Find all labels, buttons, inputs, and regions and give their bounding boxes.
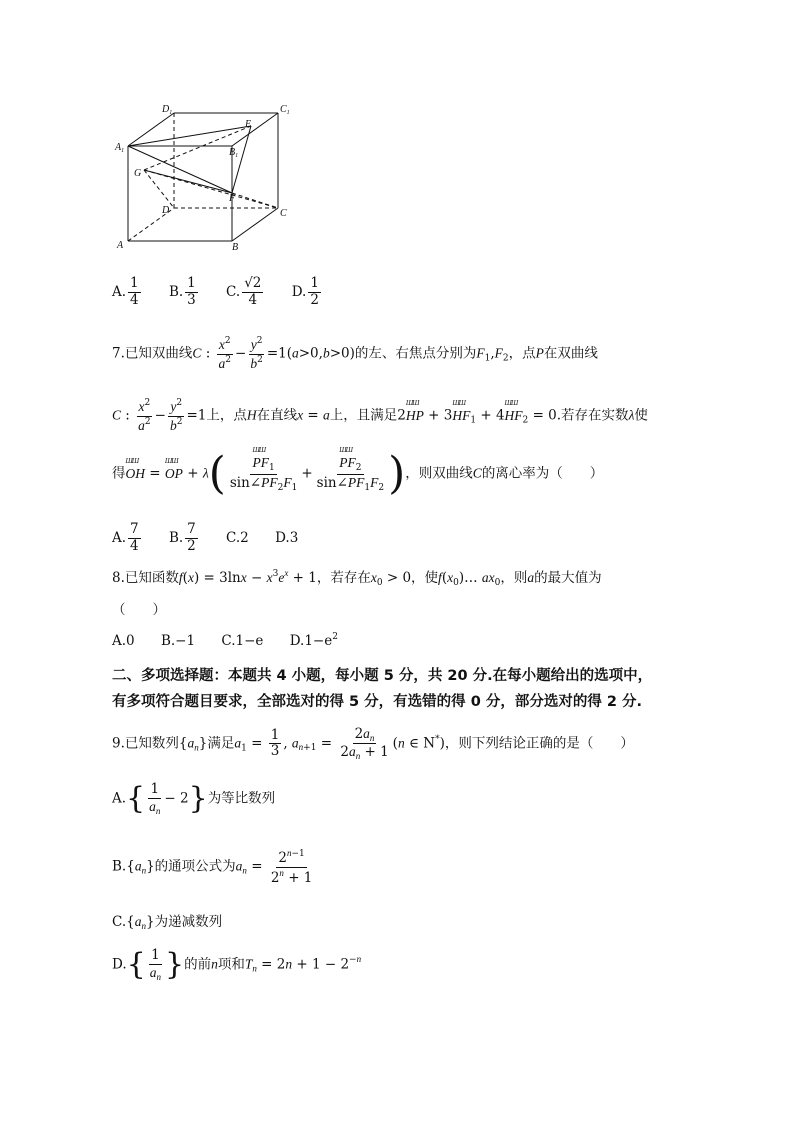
label-c1: $C_1$ bbox=[280, 104, 290, 116]
edge-b1-c1 bbox=[232, 113, 278, 146]
q9-option-d: D.{ $\frac{1}{a_n}$ }的前n项和$T_n = 2n + 1 - 2^{-n}$ bbox=[112, 946, 362, 982]
q7-line2: C : $\frac{x^2}{a^2}$ − $\frac{y^2}{b^2}$ =1上，点H在直线x = a上，且满足2ШШ HP + 3ШШ $HF_1 + 4ШШ$ $HF_2 = 0$.若存在实数λ使 bbox=[112, 398, 648, 434]
label-c: C bbox=[280, 208, 287, 219]
q8-line1: 8.已知函数$f(x) = 3\ln x - x^3e^x + 1$，若存在$x_0 > 0$，使$f(x_0)\dots$ $ax_0$，则a的最大值为 bbox=[112, 568, 602, 588]
q6-option-c: C. $\frac{√2}{4}$ bbox=[226, 275, 262, 308]
edge-b-c bbox=[232, 208, 278, 241]
line-g-d bbox=[144, 170, 174, 208]
q6-option-b: B. $\frac{1}{3}$ bbox=[168, 275, 196, 308]
section2-heading-line2: 有多项符合题目要求，全部选对的得 5 分，有选错的得 0 分，部分选对的得 2 分. bbox=[112, 694, 643, 710]
edge-a1-d1 bbox=[128, 113, 174, 146]
label-g: G bbox=[134, 168, 142, 179]
label-e: E bbox=[245, 119, 252, 130]
q6-options bbox=[112, 276, 345, 308]
cube-figure bbox=[112, 100, 302, 260]
q6-option-a: A. $\frac{1}{4}$ bbox=[112, 275, 139, 308]
q7-options: A. $\frac{7}{4}$ B. $\frac{7}{2}$ C.2 D.3 bbox=[112, 521, 299, 554]
label-d1: $D_1$ bbox=[162, 104, 173, 116]
line-f-c bbox=[232, 193, 278, 208]
q8-options: A.0 B.−1 C.1−e $D.1-e^2$ bbox=[112, 632, 338, 649]
q9-option-b: $B.\{a_n\}$的通项公式为$a_n$ = $\frac{2^{n-1}}{2^n + 1}$ bbox=[112, 848, 313, 886]
line-a1-e bbox=[128, 126, 251, 146]
label-f: F bbox=[229, 193, 236, 204]
q9-option-a: A.{ $\frac{1}{a_n}$ − 2}为等比数列 bbox=[112, 780, 276, 816]
label-b1: $B_1$ bbox=[229, 147, 239, 159]
line-a1-f bbox=[128, 146, 232, 193]
label-d: D bbox=[162, 205, 170, 216]
q9-stem: 9.已知数列$\{a_n\}$满足$a_1$ = $\frac{1}{3}$ , $a_{n+1}$ = $\frac{2a_n}{2a_n + 1}$ (n ∈ N*)，则下列结论正确的是（ ） bbox=[112, 726, 634, 762]
label-b: B bbox=[232, 242, 239, 253]
q8-paren: （ ） bbox=[112, 602, 166, 618]
label-a1: $A_1$ bbox=[115, 142, 125, 154]
q7-line1: 7.已知双曲线C : $\frac{x^2}{a^2}$ − $\frac{y^2}{b^2}$ =1(a>0,b>0)的左、右焦点分别为$F_1,F_2$，点P在双曲线 bbox=[112, 336, 598, 371]
section2-heading-line1: 二、多项选择题：本题共 4 小题，每小题 5 分，共 20 分.在每小题给出的选项中， bbox=[112, 668, 653, 684]
line-e-f bbox=[232, 126, 251, 193]
q6-option-d: D. $\frac{1}{2}$ bbox=[291, 275, 319, 308]
q9-option-c: $C.\{a_n\}$为递减数列 bbox=[112, 914, 223, 931]
label-a: A bbox=[117, 240, 124, 251]
q7-line3: 得ШШ OH = ШШ OP + λ( ШШ $\frac{PF_1}{\sin\angle PF_2F_1}$ + ШШ $\frac{PF_2}{\sin\angle PF_1F_2}$ )，则双曲线C的离心率为（ ） bbox=[112, 452, 603, 496]
